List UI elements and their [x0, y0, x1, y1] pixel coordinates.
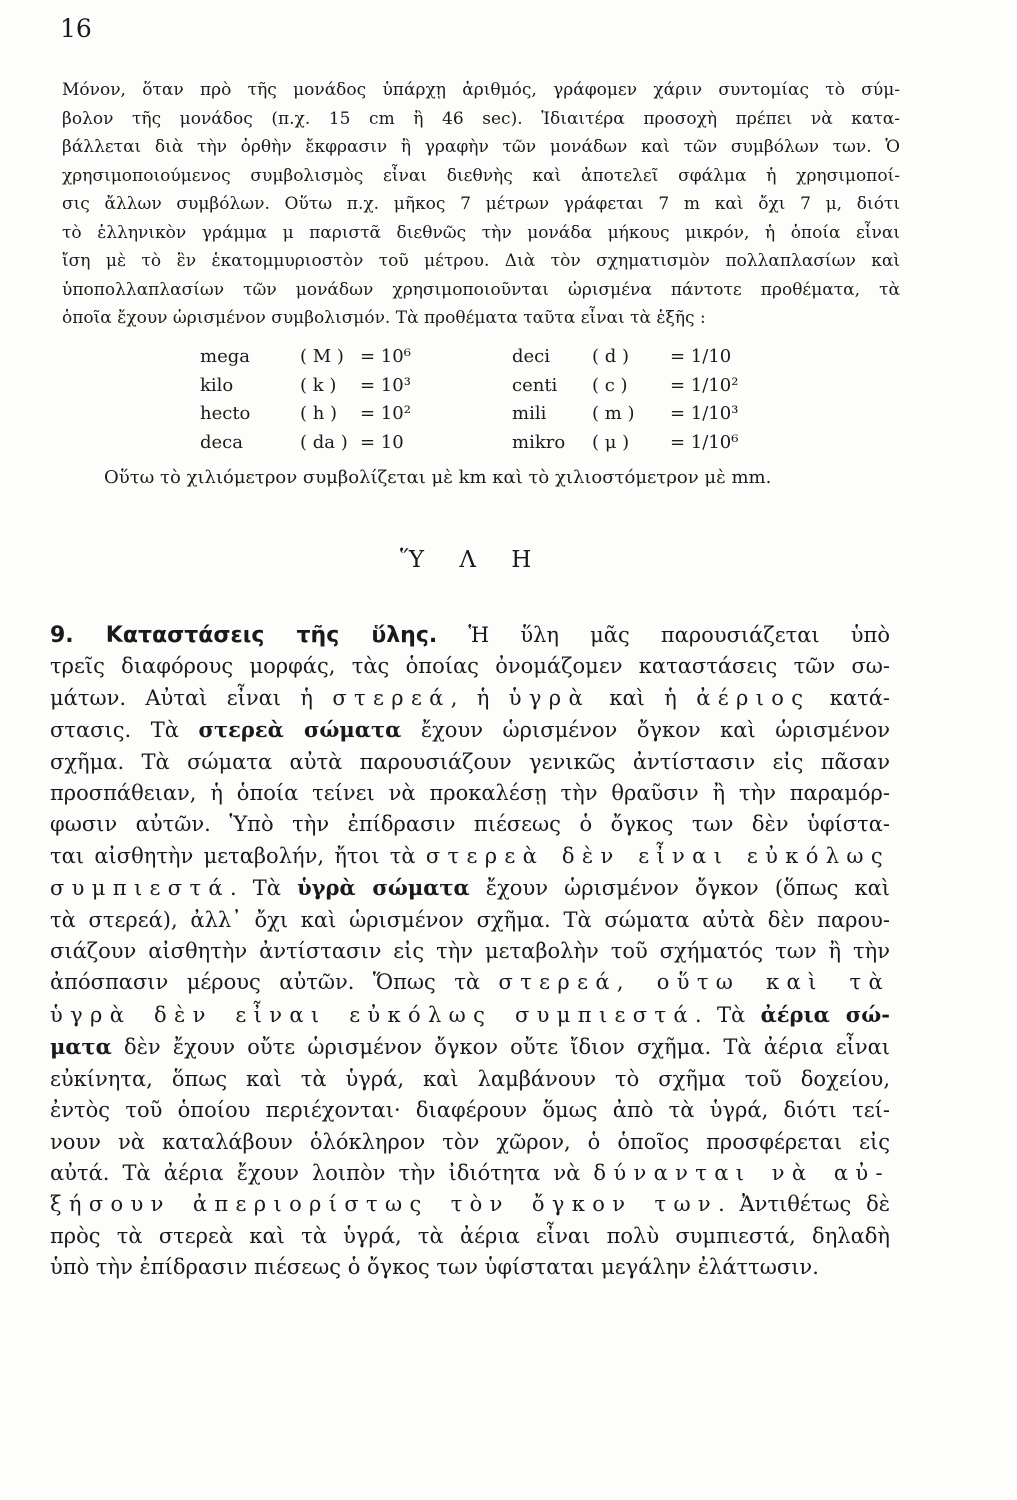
prefix-value: = 1/10³	[670, 403, 739, 424]
prefix-name: deci	[512, 346, 551, 367]
section-paragraph	[50, 620, 890, 1284]
text-line	[50, 1189, 890, 1220]
intro-paragraph	[62, 76, 900, 333]
spaced-term: ὑγρὰ	[508, 685, 590, 710]
text-line	[50, 999, 890, 1031]
text-line	[50, 1158, 890, 1189]
prefix-name: mili	[512, 403, 547, 424]
text-line: χρησιμοποιούμενος συμβολισμὸς εἶναι διεθνὴς καὶ ἀποτελεῖ σφάλμα ἡ χρησιμοποί-	[62, 165, 900, 186]
text-line: ἐντὸς τοῦ ὁποίου περιέχονται· διαφέρουν ὅμως ἀπὸ τὰ ὑγρά, διότι τεί-	[50, 1098, 890, 1123]
text-run: αὐτά. Τὰ ἀέρια ἔχουν λοιπὸν τὴν ἰδιότητα νὰ	[50, 1160, 594, 1185]
prefix-value: = 10²	[360, 403, 411, 424]
prefix-symbol: ( m )	[592, 403, 635, 424]
spaced-term: ξήσουν ἀπεριορίστως τὸν ὄγκον των	[50, 1192, 719, 1217]
spaced-term: ὑγρὰ δὲν εἶναι εὐκόλως συμπιεστά	[50, 1002, 695, 1027]
prefix-name: deca	[200, 431, 243, 453]
prefix-symbol: ( c )	[592, 374, 628, 396]
text-run: . Τὰ	[694, 1002, 761, 1027]
text-run: ται αἰσθητὴν μεταβολήν, ἤτοι τὰ	[50, 843, 426, 868]
section-heading: 9. Καταστάσεις τῆς ὕλης.	[50, 623, 438, 648]
text-line	[50, 967, 890, 998]
bold-term: ὑγρὰ σώματα	[297, 875, 470, 901]
text-line: φωσιν αὐτῶν. Ὑπὸ τὴν ἐπίδρασιν πιέσεως ὁ ὄγκος των δὲν ὑφίστα-	[50, 812, 890, 837]
prefix-symbol: ( M )	[300, 346, 344, 367]
text-line: σιάζουν αἰσθητὴν ἀντίστασιν εἰς τὴν μεταβολὴν τοῦ σχήματός των ἢ τὴν	[50, 939, 890, 964]
prefix-symbol: ( d )	[592, 346, 630, 367]
text-run: . Τὰ	[229, 876, 298, 901]
prefix-symbol: ( da )	[300, 431, 348, 453]
text-run: ἀπόσπασιν μέρους αὐτῶν. Ὅπως τὰ	[50, 970, 499, 995]
text-line	[50, 620, 890, 651]
spaced-term: ἀέριος	[696, 685, 811, 710]
text-run: ἔχουν ὡρισμένον ὄγκον καὶ ὡρισμένον	[401, 718, 890, 743]
text-line: ὁποῖα ἔχουν ὡρισμένον συμβολισμόν. Τὰ προθέματα ταῦτα εἶναι τὰ ἑξῆς :	[62, 308, 706, 328]
spaced-term: στερεὰ δὲν εἶναι εὐκόλως	[425, 843, 890, 868]
text-line: πρὸς τὰ στερεὰ καὶ τὰ ὑγρά, τὰ ἀέρια εἶναι πολὺ συμπιεστά, δηλαδὴ	[50, 1223, 890, 1248]
text-line: σχῆμα. Τὰ σώματα αὐτὰ παρουσιάζουν γενικῶς ἀντίστασιν εἰς πᾶσαν	[50, 749, 890, 774]
page-number: 16	[60, 14, 92, 43]
text-line: νουν νὰ καταλάβουν ὁλόκληρον τὸν χῶρον, ὁ ὁποῖος προσφέρεται εἰς	[50, 1129, 890, 1154]
prefix-name: kilo	[200, 374, 234, 396]
prefix-name: hecto	[200, 403, 251, 424]
text-run: κατά-	[810, 685, 890, 710]
prefix-symbol: ( k )	[300, 374, 337, 396]
text-line: ἴση μὲ τὸ ἓν ἑκατομμυριοστὸν τοῦ μέτρου. Διὰ τὸν σχηματισμὸν πολλαπλασίων καὶ	[62, 251, 900, 271]
text-run: . Ἀντιθέτως δὲ	[718, 1192, 890, 1217]
spaced-term: στερεά	[332, 685, 451, 710]
prefix-value: = 1/10²	[670, 374, 739, 396]
text-line	[50, 872, 890, 904]
text-run: ἔχουν ὡρισμένον ὄγκον (ὅπως καὶ	[469, 876, 891, 901]
text-line: Μόνον, ὅταν πρὸ τῆς μονάδος ὑπάρχῃ ἀριθμός, γράφομεν χάριν συντομίας τὸ σύμ-	[62, 80, 900, 100]
prefix-symbol: ( μ )	[592, 431, 630, 453]
text-run: δὲν ἔχουν οὔτε ὡρισμένον ὄγκον οὔτε ἴδιον σχῆμα. Τὰ ἀέρια εἶναι	[111, 1035, 890, 1060]
prefix-value: = 1/10⁶	[670, 431, 739, 453]
text-line: βολον τῆς μονάδος (π.χ. 15 cm ἢ 46 sec). Ἰδιαιτέρα προσοχὴ πρέπει νὰ κατα-	[62, 108, 900, 129]
spaced-term: δύνανται νὰ αὐ-	[593, 1160, 890, 1185]
text-line: εὐκίνητα, ὅπως καὶ τὰ ὑγρά, καὶ λαμβάνουν τὸ σχῆμα τοῦ δοχείου,	[50, 1066, 890, 1091]
bold-term: ματα	[50, 1034, 112, 1060]
text-run: , ἡ	[450, 685, 509, 710]
text-run: Ἡ ὕλη μᾶς παρουσιάζεται ὑπὸ	[468, 623, 890, 647]
spaced-term: στερεά, οὕτω καὶ τὰ	[498, 970, 890, 995]
text-line: βάλλεται διὰ τὴν ὀρθὴν ἔκφρασιν ἢ γραφὴν τῶν μονάδων καὶ τῶν συμβόλων των. Ὁ	[62, 137, 900, 157]
prefix-name: centi	[512, 374, 558, 396]
text-run: μάτων. Αὐταὶ εἶναι ἡ	[50, 685, 333, 710]
text-run: στασις. Τὰ	[50, 718, 199, 743]
bold-term: στερεὰ σώματα	[198, 717, 402, 743]
text-line: σις ἄλλων συμβόλων. Οὕτω π.χ. μῆκος 7 μέτρων γράφεται 7 m καὶ ὄχι 7 μ, διότι	[62, 194, 900, 214]
prefix-value: = 10	[360, 431, 404, 453]
chapter-title: Ὕ Λ Η	[400, 547, 546, 573]
text-line	[50, 1031, 890, 1063]
prefix-value: = 10⁶	[360, 346, 411, 367]
spaced-term: συμπιεστά	[50, 876, 230, 901]
text-line: ὑποπολλαπλασίων τῶν μονάδων χρησιμοποιοῦνται ὡρισμένα πάντοτε προθέματα, τὰ	[62, 279, 900, 300]
text-line	[50, 841, 890, 872]
prefix-name: mikro	[512, 431, 566, 453]
text-line: ὑπὸ τὴν ἐπίδρασιν πιέσεως ὁ ὄγκος των ὑφίσταται μεγάλην ἐλάττωσιν.	[50, 1255, 819, 1280]
bold-term: ἀέρια σώ-	[760, 1001, 890, 1027]
prefix-value: = 10³	[360, 374, 411, 396]
text-line	[50, 683, 890, 714]
text-run: καὶ ἡ	[589, 685, 697, 710]
prefix-symbol: ( h )	[300, 403, 338, 424]
prefix-value: = 1/10	[670, 346, 732, 367]
text-line	[50, 714, 890, 746]
text-line: προσπάθειαν, ἡ ὁποία τείνει νὰ προκαλέσῃ τὴν θραῦσιν ἢ τὴν παραμόρ-	[50, 781, 890, 806]
text-line: τὸ ἑλληνικὸν γράμμα μ παριστᾶ διεθνῶς τὴν μονάδα μήκους μικρόν, ἡ ὁποία εἶναι	[62, 222, 900, 243]
text-line: τρεῖς διαφόρους μορφάς, τὰς ὁποίας ὀνομάζομεν καταστάσεις τῶν σω-	[50, 654, 890, 679]
text-line: τὰ στερεά), ἀλλ᾽ ὄχι καὶ ὡρισμένον σχῆμα. Τὰ σώματα αὐτὰ δὲν παρου-	[50, 907, 890, 932]
prefix-name: mega	[200, 346, 250, 367]
closing-line: Οὕτω τὸ χιλιόμετρον συμβολίζεται μὲ km καὶ τὸ χιλιοστόμετρον μὲ mm.	[104, 467, 772, 488]
